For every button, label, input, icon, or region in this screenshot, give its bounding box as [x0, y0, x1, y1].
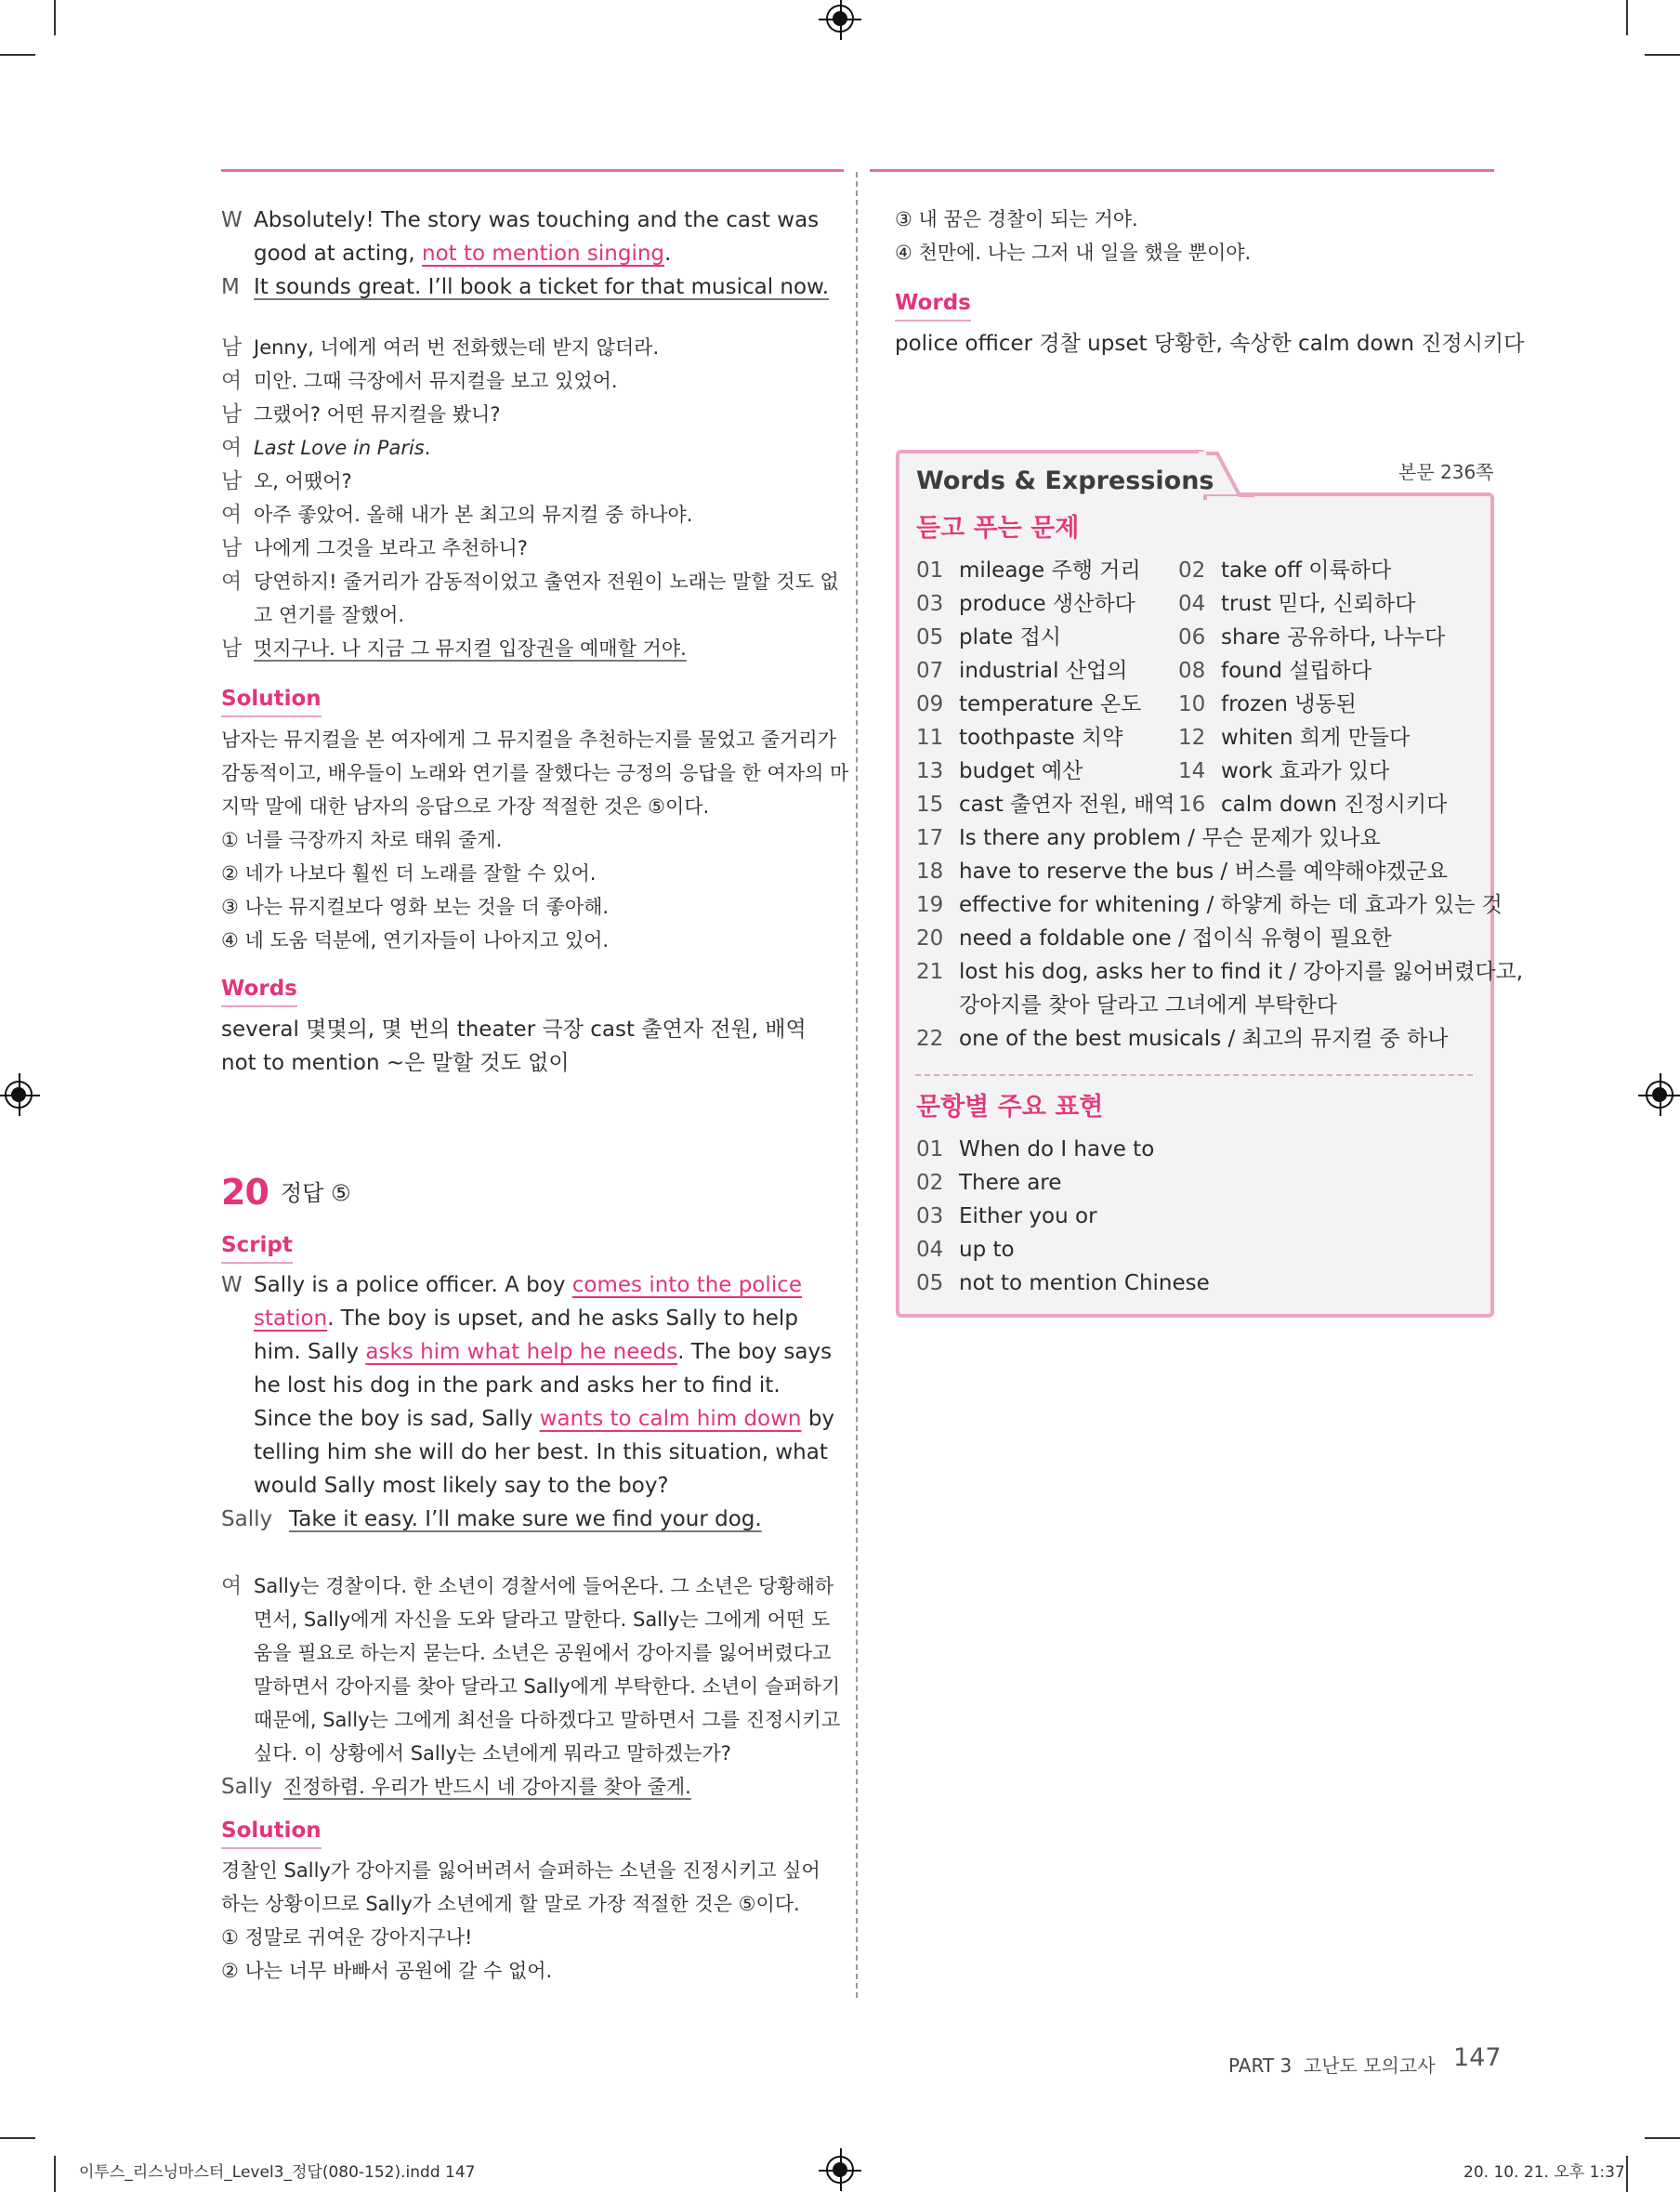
item-text: lost his dog, asks her to find it / 강아지를 잃어버렸다고,	[959, 960, 1524, 984]
item-number: 14	[1178, 759, 1206, 783]
solution-line: ② 나는 너무 바빠서 공원에 갈 수 없어.	[221, 1960, 553, 1982]
expression-item	[916, 1233, 1015, 1267]
item-text: toothpaste 치약	[959, 726, 1123, 750]
dialogue-line	[254, 431, 430, 465]
text-run: he lost his dog in the park and asks her to find it.	[254, 1373, 781, 1398]
solution-line: ③ 나는 뮤지컬보다 영화 보는 것을 더 좋아해.	[221, 896, 610, 918]
vocab-item	[1178, 755, 1389, 788]
registration-mark-icon	[5, 1081, 33, 1109]
vocab-item	[916, 654, 1127, 688]
vocab-item	[916, 621, 1061, 654]
translation-line: 움을 필요로 하는지 묻는다. 소년은 공원에서 강아지를 잃어버렸다고	[254, 1642, 832, 1664]
solution-line: ① 정말로 귀여운 강아지구나!	[221, 1926, 473, 1949]
dialogue-line: 멋지구나. 나 지금 그 뮤지컬 입장권을 예매할 거야.	[254, 637, 687, 660]
text-run: telling him she will do her best. In this situation, what	[254, 1440, 828, 1464]
crop-mark	[0, 2137, 35, 2139]
print-slug-file: 이투스_리스닝마스터_Level3_정답(080-152).indd 147	[79, 2163, 476, 2182]
highlighted-phrase: station	[254, 1306, 328, 1331]
speaker-label: M	[221, 275, 240, 299]
text-run: would Sally most likely say to the boy?	[254, 1474, 669, 1498]
item-number: 10	[1178, 692, 1206, 716]
item-text: temperature 온도	[959, 692, 1142, 716]
speaker-label: 남	[221, 536, 243, 560]
item-text: mileage 주행 거리	[959, 558, 1141, 583]
item-number: 16	[1178, 793, 1206, 817]
crop-mark	[54, 0, 56, 35]
vocab-item	[916, 788, 1175, 821]
solution-line: 지막 말에 대한 남자의 응답으로 가장 적절한 것은 ⑤이다.	[221, 795, 710, 818]
text-run: . The boy says	[677, 1340, 833, 1364]
crop-mark	[54, 2156, 56, 2192]
item-text: up to	[959, 1238, 1015, 1262]
item-number: 02	[916, 1171, 944, 1195]
item-number: 08	[1178, 659, 1206, 683]
speaker-label: 남	[221, 335, 243, 360]
print-slug-datetime: 20. 10. 21. 오후 1:37	[1463, 2163, 1625, 2182]
item-text: budget 예산	[959, 759, 1083, 783]
words-line: several 몇몇의, 몇 번의 theater 극장 cast 출연자 전원, 배역	[221, 1017, 807, 1042]
item-text: Is there any problem / 무슨 문제가 있나요	[959, 826, 1381, 850]
dialogue-line: 나에게 그것을 보라고 추천하니?	[254, 537, 528, 559]
item-text: produce 생산하다	[959, 592, 1135, 616]
text-run: Since the boy is sad, Sally	[254, 1407, 540, 1431]
solution-line: ① 너를 극장까지 차로 태워 줄게.	[221, 829, 503, 851]
column-divider	[856, 172, 858, 1998]
text-run: .	[424, 437, 431, 459]
item-number: 02	[1178, 558, 1206, 583]
translation-line: 면서, Sally에게 자신을 도와 달라고 말한다. Sally는 그에게 어떤 도	[254, 1608, 831, 1631]
vocab-item	[1178, 587, 1415, 621]
speaker-label: 남	[221, 469, 243, 493]
dialogue-line	[254, 203, 819, 237]
solution-line: 감동적이고, 배우들이 노래와 연기를 잘했다는 긍정의 응답을 한 여자의 마	[221, 762, 849, 784]
text-run: Absolutely! The story was touching and the cast was	[254, 208, 820, 232]
script-line	[254, 1369, 781, 1402]
title-text: Last Love in Paris	[254, 437, 425, 459]
item-number: 07	[916, 659, 944, 683]
translation-line: 말하면서 강아지를 찾아 달라고 Sally에게 부탁한다. 소년이 슬퍼하기	[254, 1675, 841, 1698]
item-text: whiten 희게 만들다	[1221, 726, 1411, 750]
vocab-item	[1178, 788, 1447, 821]
text-run: It sounds great. I’ll book a ticket for that musical now.	[254, 275, 830, 299]
registration-mark-icon	[826, 5, 854, 33]
item-number: 19	[916, 893, 944, 917]
option-line: ③ 내 꿈은 경찰이 되는 거야.	[895, 208, 1138, 230]
subsection-title: 듣고 푸는 문제	[916, 514, 1080, 543]
speaker-label: 여	[221, 1574, 243, 1598]
vocab-item-cont: 강아지를 찾아 달라고 그녀에게 부탁한다	[959, 993, 1337, 1017]
dialogue-line: 그랬어? 어떤 뮤지컬을 봤니?	[254, 403, 501, 426]
dialogue-line	[254, 270, 829, 304]
vocab-item	[916, 554, 1141, 587]
words-line: not to mention ~은 말할 것도 없이	[221, 1051, 570, 1075]
highlighted-phrase: comes into the police	[571, 1273, 803, 1297]
item-text: trust 믿다, 신뢰하다	[1221, 592, 1416, 616]
speaker-label: Sally	[221, 1507, 273, 1531]
script-line: Take it easy. I’ll make sure we find your dog.	[289, 1507, 762, 1531]
item-number: 17	[916, 826, 944, 850]
words-label: Words	[895, 289, 971, 322]
item-number: 04	[1178, 592, 1206, 616]
item-text: share 공유하다, 나누다	[1221, 625, 1446, 650]
expression-item	[916, 1133, 1154, 1166]
item-text: take off 이륙하다	[1221, 558, 1392, 583]
item-number: 01	[916, 1137, 944, 1162]
vocab-item	[916, 721, 1122, 755]
vocab-item	[1178, 654, 1372, 688]
item-number: 22	[916, 1027, 944, 1051]
solution-label: Solution	[221, 685, 322, 717]
crop-mark	[1626, 0, 1628, 35]
dialogue-line: 당연하지! 줄거리가 감동적이었고 출연자 전원이 노래는 말할 것도 없	[254, 571, 839, 593]
text-run: .	[664, 242, 672, 266]
dialogue-line: 고 연기를 잘했어.	[254, 604, 405, 626]
item-text: plate 접시	[959, 625, 1061, 650]
expression-item	[916, 1166, 1061, 1200]
crop-mark	[1626, 2156, 1628, 2192]
vocab-item	[916, 688, 1141, 721]
dialogue-line: 오, 어땠어?	[254, 470, 352, 492]
item-number: 13	[916, 759, 944, 783]
speaker-label: 남	[221, 637, 243, 661]
item-text: effective for whitening / 하얗게 하는 데 효과가 있는 것	[959, 893, 1503, 917]
highlighted-phrase: wants to calm him down	[539, 1407, 802, 1431]
solution-line: ② 네가 나보다 훨씬 더 노래를 잘할 수 있어.	[221, 862, 597, 885]
top-rule-right	[870, 169, 1494, 172]
speaker-label: W	[221, 208, 243, 232]
registration-mark-icon	[826, 2156, 854, 2184]
speaker-label: W	[221, 1273, 243, 1297]
item-number: 12	[1178, 726, 1206, 750]
speaker-label: 여	[221, 570, 243, 594]
item-number: 18	[916, 860, 944, 884]
text-run: good at acting,	[254, 242, 423, 266]
item-text: There are	[959, 1171, 1062, 1195]
translation-line: Sally는 경찰이다. 한 소년이 경찰서에 들어온다. 그 소년은 당황해하	[254, 1575, 834, 1597]
vocab-item	[916, 855, 1448, 888]
item-number: 06	[1178, 625, 1206, 650]
vocab-item	[916, 922, 1392, 955]
item-text: one of the best musicals / 최고의 뮤지컬 중 하나	[959, 1027, 1449, 1051]
vocab-item	[916, 755, 1083, 788]
script-line	[254, 1302, 798, 1335]
item-text: cast 출연자 전원, 배역	[959, 793, 1175, 817]
top-rule-left	[221, 169, 844, 172]
vocab-item	[916, 821, 1381, 855]
vocab-item	[916, 1022, 1448, 1056]
vocab-item	[1178, 621, 1445, 654]
words-line: police officer 경찰 upset 당황한, 속상한 calm down 진정시키다	[895, 332, 1525, 356]
answer-label: 정답 ⑤	[281, 1180, 351, 1206]
item-text: When do I have to	[959, 1137, 1155, 1162]
script-line	[254, 1436, 828, 1469]
speaker-label: 여	[221, 503, 243, 527]
text-run: . The boy is upset, and he asks Sally to help	[327, 1306, 798, 1331]
expression-item	[916, 1200, 1097, 1233]
script-line	[254, 1402, 834, 1436]
script-line	[254, 1335, 832, 1369]
item-text: industrial 산업의	[959, 659, 1128, 683]
item-text: Either you or	[959, 1204, 1097, 1228]
translation-line: 싶다. 이 상황에서 Sally는 소년에게 뭐라고 말하겠는가?	[254, 1742, 731, 1765]
item-text: calm down 진정시키다	[1221, 793, 1448, 817]
text-run: by	[801, 1407, 835, 1431]
script-label: Script	[221, 1231, 293, 1264]
item-text: have to reserve the bus / 버스를 예약해야겠군요	[959, 860, 1448, 884]
option-line: ④ 천만에. 나는 그저 내 일을 했을 뿐이야.	[895, 242, 1252, 264]
translation-line: 때문에, Sally는 그에게 최선을 다하겠다고 말하면서 그를 진정시키고	[254, 1709, 841, 1731]
speaker-label: 여	[221, 369, 243, 393]
item-text: not to mention Chinese	[959, 1271, 1210, 1295]
solution-line: 하는 상황이므로 Sally가 소년에게 할 말로 가장 적절한 것은 ⑤이다.	[221, 1893, 800, 1915]
solution-line: ④ 네 도움 덕분에, 연기자들이 나아지고 있어.	[221, 929, 610, 952]
item-text: work 효과가 있다	[1221, 759, 1390, 783]
dashed-divider	[915, 1074, 1473, 1076]
item-number: 04	[916, 1238, 944, 1262]
item-text: frozen 냉동된	[1221, 692, 1357, 716]
speaker-label: Sally	[221, 1775, 273, 1799]
speaker-label: 남	[221, 402, 243, 427]
question-number: 20	[221, 1172, 269, 1213]
vocab-item	[916, 888, 1503, 922]
script-line	[254, 1268, 802, 1302]
text-run: Sally is a police officer. A boy	[254, 1273, 572, 1297]
solution-line: 남자는 뮤지컬을 본 여자에게 그 뮤지컬을 추천하는지를 물었고 줄거리가	[221, 728, 836, 751]
item-text: found 설립하다	[1221, 659, 1372, 683]
subsection-title: 문항별 주요 표현	[916, 1093, 1104, 1122]
dialogue-line: Jenny, 너에게 여러 번 전화했는데 받지 않더라.	[254, 336, 660, 359]
item-number: 21	[916, 960, 944, 984]
page-reference: 본문 236쪽	[1398, 461, 1494, 483]
solution-label: Solution	[221, 1817, 322, 1849]
dialogue-line: 미안. 그때 극장에서 뮤지컬을 보고 있었어.	[254, 370, 618, 392]
vocab-item	[1178, 721, 1410, 755]
item-number: 03	[916, 1204, 944, 1228]
words-expressions-title: Words & Expressions	[916, 466, 1214, 495]
page-number: 147	[1453, 2043, 1502, 2072]
solution-line: 경찰인 Sally가 강아지를 잃어버려서 슬퍼하는 소년을 진정시키고 싶어	[221, 1859, 820, 1882]
part-label: PART 3	[1228, 2054, 1293, 2077]
crop-mark	[1645, 54, 1680, 56]
item-number: 15	[916, 793, 944, 817]
expression-item	[916, 1267, 1210, 1300]
item-number: 09	[916, 692, 944, 716]
item-number: 20	[916, 926, 944, 951]
item-text: need a foldable one / 접이식 유형이 필요한	[959, 926, 1392, 951]
speaker-label: 여	[221, 436, 243, 460]
dialogue-line	[254, 237, 671, 270]
crop-mark	[0, 54, 35, 56]
item-number: 01	[916, 558, 944, 583]
item-number: 05	[916, 1271, 944, 1295]
item-number: 11	[916, 726, 944, 750]
item-number: 05	[916, 625, 944, 650]
translation-line: 진정하렴. 우리가 반드시 네 강아지를 찾아 줄게.	[283, 1776, 691, 1798]
dialogue-line: 아주 좋았어. 올해 내가 본 최고의 뮤지컬 중 하나야.	[254, 504, 693, 526]
highlighted-phrase: asks him what help he needs	[365, 1340, 678, 1364]
vocab-item	[1178, 688, 1357, 721]
vocab-item	[1178, 554, 1391, 587]
item-number: 03	[916, 592, 944, 616]
registration-mark-icon	[1646, 1081, 1673, 1109]
vocab-item	[916, 587, 1135, 621]
crop-mark	[1645, 2137, 1680, 2139]
highlighted-phrase: not to mention singing	[422, 242, 665, 266]
script-line	[254, 1469, 669, 1503]
text-run: him. Sally	[254, 1340, 366, 1364]
footer-part	[1228, 2051, 1436, 2078]
part-title: 고난도 모의고사	[1303, 2054, 1436, 2077]
words-label: Words	[221, 975, 297, 1007]
vocab-item	[916, 955, 1523, 989]
